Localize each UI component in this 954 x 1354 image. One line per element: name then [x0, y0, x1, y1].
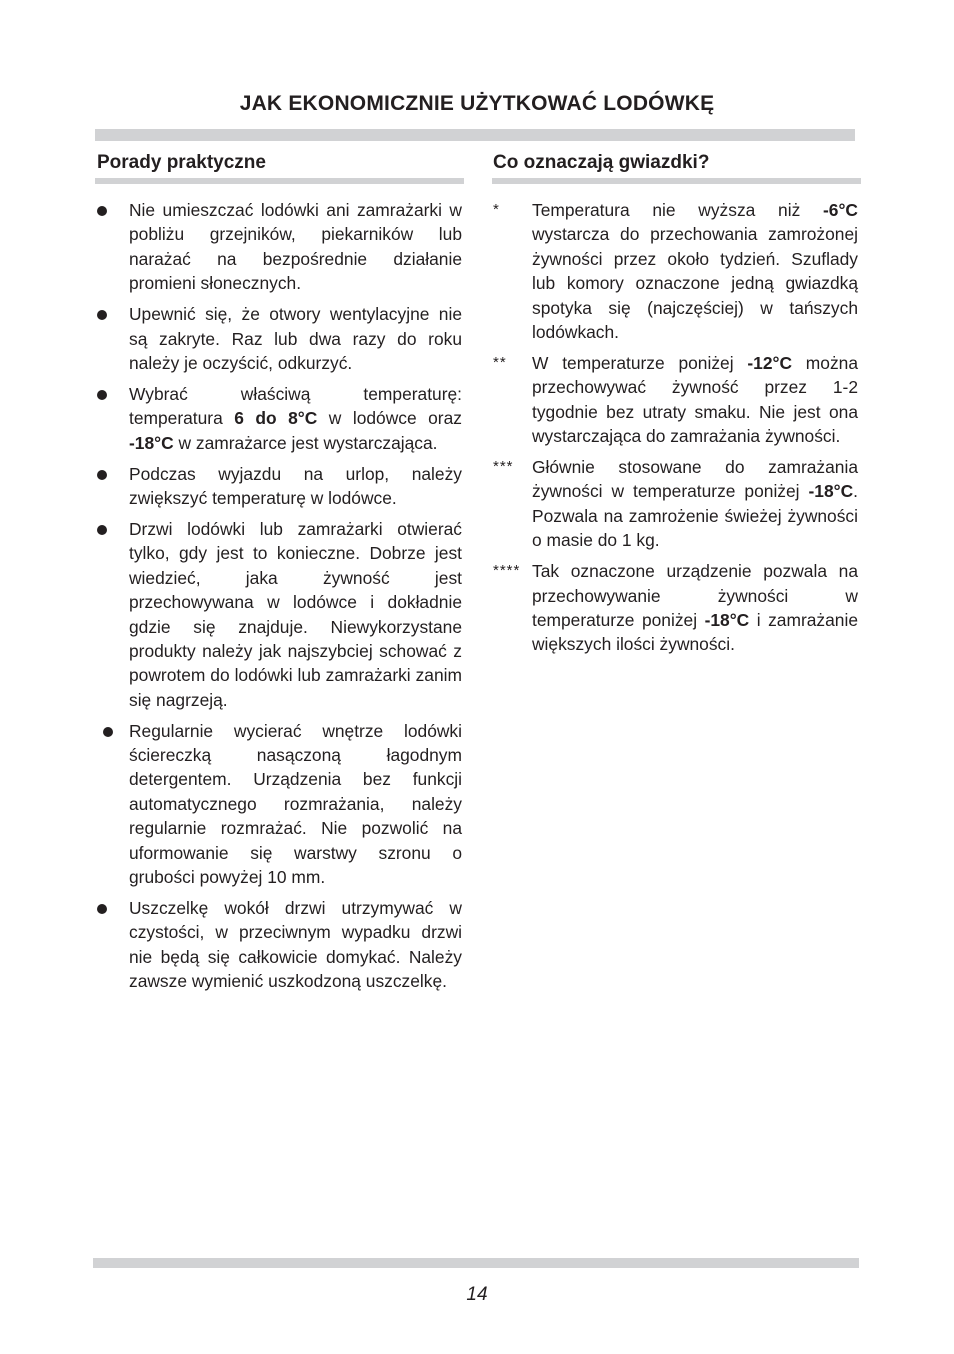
footer-divider	[93, 1258, 859, 1268]
item-text: Regularnie wycierać wnętrze lodówki ściereczką nasączoną łagodnym detergentem. Urządzenia bez funkcji automatycznego rozmrażania, należy regularnie rozmrażać. Nie pozwolić na uformowanie się warstwy szronu o grubości powyżej 10 mm.	[129, 720, 462, 888]
star-rating-item	[493, 559, 858, 657]
left-column-heading: Porady praktyczne	[97, 152, 266, 173]
item-text: Nie umieszczać lodówki ani zamrażarki w pobliżu grzejników, piekarników lub narażać na bezpośrednie działanie promieni słonecznych.	[129, 200, 462, 294]
item-text: Podczas wyjazdu na urlop, należy zwiększyć temperaturę w lodówce.	[129, 463, 462, 508]
item-text: Uszczelkę wokół drzwi utrzymywać w czystości, w przeciwnym wypadku drzwi nie będą się całkowicie domykać. Należy zawsze wymienić uszkodzoną uszczelkę.	[129, 897, 462, 992]
item-text: wystarcza do przechowania zamrożonej żywności przez około tydzień. Szuflady lub komory oznaczone jedną gwiazdką spotyka się (najczęściej) w tańszych lodówkach.	[532, 224, 858, 343]
item-text: w zamrażarce jest wystarczająca.	[173, 432, 438, 453]
item-text: Temperatura nie wyższa niż	[532, 200, 824, 220]
item-text: Tak oznaczone urządzenie pozwala na przechowywanie żywności w temperaturze poniżej	[532, 561, 858, 630]
bullet-icon	[97, 525, 107, 535]
title-divider	[95, 129, 855, 141]
tip-item	[97, 896, 462, 994]
emphasis-text: -18°C	[704, 610, 750, 630]
item-text: Drzwi lodówki lub zamrażarki otwierać tylko, gdy jest to konieczne. Dobrze jest wiedzieć, jaka żywność jest przechowywana w lodówce i dokładnie gdzie się znajduje. Niewykorzystane produkty należy jak najszybciej schować z powrotem do lodówki lub zamrażarki zanim się nagrzeją.	[129, 518, 462, 710]
item-text: można przechowywać żywność przez 1-2 tygodnie bez utraty smaku. Nie jest ona wystarczająca do zamrażania żywności.	[532, 352, 859, 447]
tips-list	[97, 198, 462, 1000]
item-text: Wybrać właściwą temperaturę: temperatura	[129, 383, 462, 429]
emphasis-text: 6 do 8°C	[234, 408, 318, 429]
star-marker: ****	[493, 562, 521, 580]
tip-item	[97, 382, 462, 455]
star-rating-item	[493, 198, 858, 344]
tip-item	[97, 517, 462, 712]
star-rating-item	[493, 351, 858, 449]
tip-item	[97, 198, 462, 296]
page-number: 14	[466, 1284, 488, 1305]
item-text: Upewnić się, że otwory wentylacyjne nie są zakryte. Raz lub dwa razy do roku należy je oczyścić, odkurzyć.	[129, 304, 462, 373]
left-heading-rule	[95, 178, 464, 184]
emphasis-text: -6°C	[823, 200, 858, 220]
right-column-heading: Co oznaczają gwiazdki?	[493, 152, 710, 173]
emphasis-text: -18°C	[808, 481, 854, 502]
bullet-icon	[97, 206, 107, 216]
star-marker: *	[493, 201, 500, 218]
bullet-icon	[97, 390, 107, 400]
item-text: i zamrażanie większych ilości żywności.	[532, 610, 858, 655]
star-ratings-list	[493, 198, 858, 663]
emphasis-text: -12°C	[747, 352, 793, 373]
item-text: . Pozwala na zamrożenie świeżej żywności o masie do 1 kg.	[532, 481, 858, 551]
tip-item	[97, 302, 462, 375]
right-heading-rule	[492, 178, 861, 184]
bullet-icon	[97, 470, 107, 480]
bullet-icon	[103, 727, 113, 737]
tip-item	[97, 462, 462, 511]
star-marker: ***	[493, 458, 514, 476]
star-rating-item	[493, 455, 858, 553]
item-text: W temperaturze poniżej	[532, 352, 748, 373]
item-text: Głównie stosowane do zamrażania żywności w temperaturze poniżej	[532, 457, 858, 502]
emphasis-text: -18°C	[129, 432, 174, 453]
bullet-icon	[97, 310, 107, 320]
bullet-icon	[97, 904, 107, 914]
page-title: JAK EKONOMICZNIE UŻYTKOWAĆ LODÓWKĘ	[239, 92, 715, 115]
star-marker: **	[493, 353, 507, 371]
item-text: w lodówce oraz	[317, 408, 462, 429]
tip-item	[97, 719, 462, 890]
